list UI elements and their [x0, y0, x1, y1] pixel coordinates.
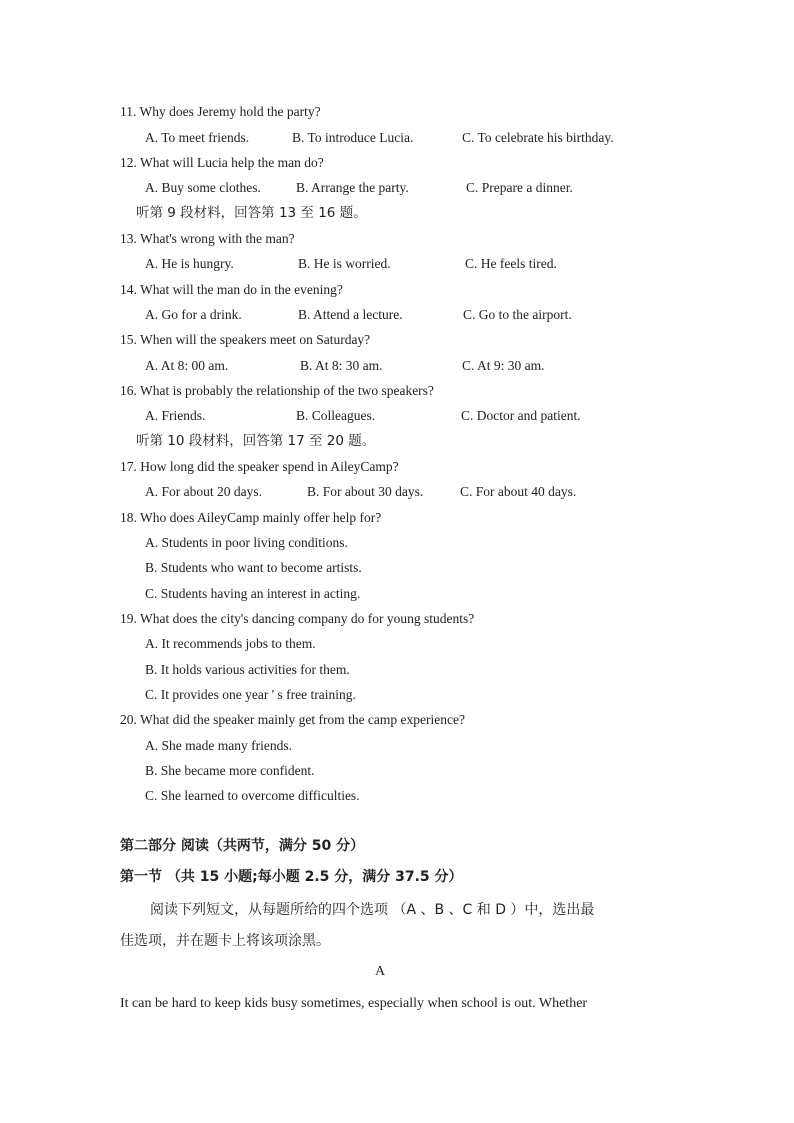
option-a: A. He is hungry. [145, 256, 234, 271]
option-b: B. She became more confident. [145, 763, 315, 778]
question-text: 17. How long did the speaker spend in AileyCamp? [120, 459, 399, 474]
option-c: C. Prepare a dinner. [466, 180, 573, 195]
option-b: B. For about 30 days. [307, 484, 424, 499]
part2-heading: 第二部分 阅读（共两节，满分 50 分） [120, 838, 365, 854]
option-b: B. To introduce Lucia. [292, 130, 414, 145]
option-c: C. It provides one year ' s free training. [145, 687, 356, 702]
instruction-line-1: 阅读下列短文，从每题所给的四个选项 （A 、B 、C 和 D ）中，选出最 [150, 902, 595, 918]
option-b: B. It holds various activities for them. [145, 662, 350, 677]
option-b: B. Arrange the party. [296, 180, 409, 195]
question-text: 20. What did the speaker mainly get from the camp experience? [120, 712, 465, 727]
option-a: A. For about 20 days. [145, 484, 262, 499]
option-b: B. Colleagues. [296, 408, 376, 423]
section-instruction: 听第 10 段材料，回答第 17 至 20 题。 [136, 433, 376, 449]
option-b: B. Attend a lecture. [298, 307, 403, 322]
option-b: B. At 8: 30 am. [300, 358, 383, 373]
section1-heading: 第一节 （共 15 小题;每小题 2.5 分，满分 37.5 分） [120, 869, 463, 885]
question-text: 18. Who does AileyCamp mainly offer help for? [120, 510, 382, 525]
option-c: C. Students having an interest in acting. [145, 586, 361, 601]
question-text: 16. What is probably the relationship of the two speakers? [120, 383, 434, 398]
option-c: C. To celebrate his birthday. [462, 130, 614, 145]
option-a: A. At 8: 00 am. [145, 358, 229, 373]
question-text: 11. Why does Jeremy hold the party? [120, 104, 321, 119]
passage-first-line: It can be hard to keep kids busy sometimes, especially when school is out. Whether [120, 996, 588, 1011]
option-b: B. Students who want to become artists. [145, 560, 362, 575]
option-b: B. He is worried. [298, 256, 391, 271]
question-text: 14. What will the man do in the evening? [120, 282, 343, 297]
option-c: C. He feels tired. [465, 256, 557, 271]
option-a: A. Buy some clothes. [145, 180, 261, 195]
option-c: C. Go to the airport. [463, 307, 572, 322]
passage-label: A [375, 964, 386, 979]
option-c: C. For about 40 days. [460, 484, 577, 499]
option-a: A. Friends. [145, 408, 206, 423]
question-text: 13. What's wrong with the man? [120, 231, 295, 246]
section-instruction: 听第 9 段材料，回答第 13 至 16 题。 [136, 205, 367, 221]
option-a: A. She made many friends. [145, 738, 292, 753]
question-text: 19. What does the city's dancing company do for young students? [120, 611, 475, 626]
option-c: C. She learned to overcome difficulties. [145, 788, 360, 803]
option-c: C. At 9: 30 am. [462, 358, 545, 373]
question-text: 12. What will Lucia help the man do? [120, 155, 324, 170]
option-a: A. Students in poor living conditions. [145, 535, 348, 550]
option-c: C. Doctor and patient. [461, 408, 581, 423]
question-text: 15. When will the speakers meet on Saturday? [120, 332, 371, 347]
option-a: A. Go for a drink. [145, 307, 242, 322]
option-a: A. It recommends jobs to them. [145, 636, 316, 651]
instruction-line-2: 佳选项，并在题卡上将该项涂黑。 [120, 933, 330, 949]
option-a: A. To meet friends. [145, 130, 250, 145]
